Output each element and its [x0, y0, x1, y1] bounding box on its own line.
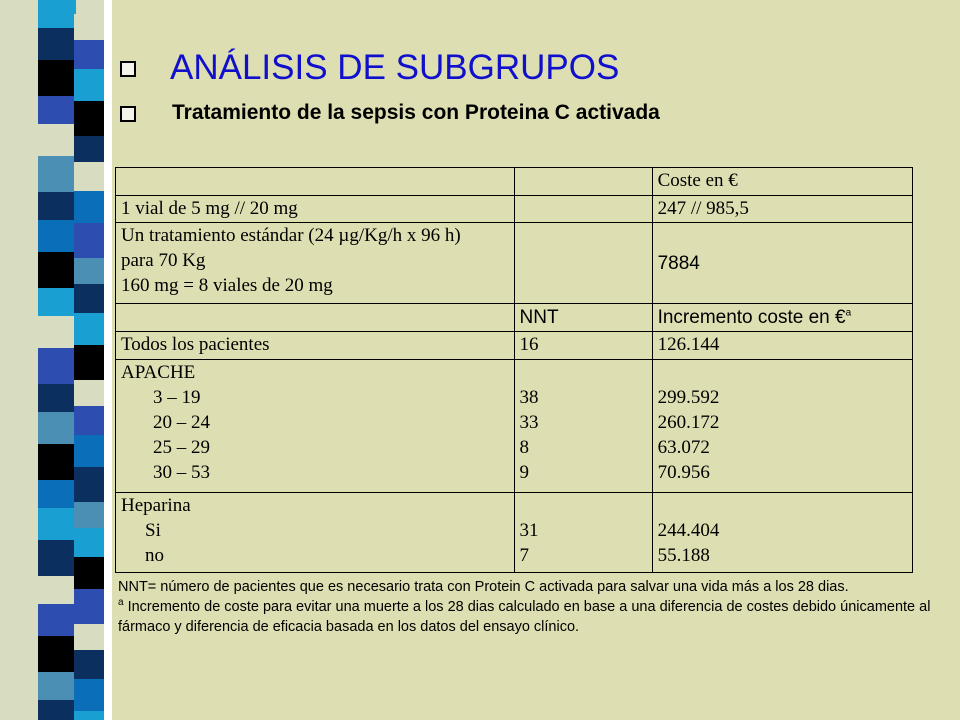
empty-cell [116, 304, 515, 332]
stripe-block [38, 700, 76, 720]
stripe-block [38, 540, 76, 576]
apache-nnt-cell [514, 360, 652, 493]
heparina-option: no [145, 545, 164, 566]
stripe-block [38, 444, 76, 480]
apache-range: 3 – 19 [153, 387, 201, 408]
apache-cost-cell [652, 360, 912, 493]
stripe-block [38, 288, 76, 316]
stripe-block [38, 252, 76, 288]
increment-header [652, 304, 912, 332]
stripe-block [38, 156, 76, 192]
table-subheader-row [116, 304, 913, 332]
heparina-cost-cell [652, 493, 912, 573]
footnote-a [118, 597, 960, 617]
slide-subheading: Tratamiento de la sepsis con Proteina C activada [172, 101, 660, 124]
all-label: Todos los pacientes [116, 332, 515, 360]
stripe-block [38, 124, 76, 156]
footnote-a-mark: a [118, 597, 124, 609]
stripe-block [38, 672, 76, 700]
heparina-nnt-cell [514, 493, 652, 573]
vial-cost: 247 // 985,5 [652, 196, 912, 223]
increment-header-sup: a [845, 307, 852, 319]
apache-cost: 299.592 [657, 387, 720, 408]
treatment-line: Un tratamiento estándar (24 µg/Kg/h x 96 h) [121, 225, 461, 246]
apache-nnt: 9 [519, 462, 529, 483]
footnotes [118, 577, 960, 637]
stripe-block [38, 28, 76, 60]
empty-cell [514, 223, 652, 304]
stripe-block [38, 192, 76, 220]
empty-cell [514, 196, 652, 223]
stripe-block [38, 480, 76, 508]
cost-table [115, 167, 913, 573]
footnote-nnt: NNT= número de pacientes que es necesario trata con Protein C activada para salvar una vida más a los 28 dias. [118, 579, 849, 595]
apache-nnt: 38 [519, 387, 539, 408]
increment-header-text: Incremento coste en € [657, 307, 846, 328]
apache-cost: 70.956 [657, 462, 710, 483]
apache-cell [116, 360, 515, 493]
slide-heading: ANÁLISIS DE SUBGRUPOS [170, 48, 620, 87]
apache-nnt: 33 [519, 412, 539, 433]
subheading-bullet-icon [120, 106, 136, 122]
heparina-option: Si [145, 520, 161, 541]
stripe-block [38, 576, 76, 604]
table-row-apache [116, 360, 913, 493]
table-row-vial [116, 196, 913, 223]
stripe-block [38, 348, 76, 384]
apache-range: 30 – 53 [153, 462, 210, 483]
apache-nnt: 8 [519, 437, 529, 458]
heparina-cost: 244.404 [657, 520, 720, 541]
apache-cost: 63.072 [657, 437, 710, 458]
stripe-block [38, 220, 76, 252]
footnote-a-continued: fármaco y diferencia de eficacia basada en los datos del ensayo clínico. [118, 619, 580, 635]
heparina-cost: 55.188 [657, 545, 710, 566]
vial-label: 1 vial de 5 mg // 20 mg [116, 196, 515, 223]
table-header-row [116, 168, 913, 196]
table-row-heparina [116, 493, 913, 573]
all-nnt: 16 [514, 332, 652, 360]
stripe-block [38, 316, 76, 348]
apache-cost: 260.172 [657, 412, 720, 433]
stripe-block [38, 636, 76, 672]
cost-header: Coste en € [652, 168, 912, 196]
apache-range: 20 – 24 [153, 412, 210, 433]
treatment-label [116, 223, 515, 304]
stripe-block [38, 384, 76, 412]
nnt-header: NNT [514, 304, 652, 332]
stripe-edge [104, 0, 112, 720]
footnote-a-text: Incremento de coste para evitar una muerte a los 28 dias calculado en base a una diferencia de costes debido únicamente al [123, 599, 931, 615]
empty-cell [116, 168, 515, 196]
treatment-line: 160 mg = 8 viales de 20 mg [121, 275, 333, 296]
treatment-line: para 70 Kg [121, 250, 206, 271]
all-cost: 126.144 [652, 332, 912, 360]
apache-range: 25 – 29 [153, 437, 210, 458]
decorative-stripe [0, 0, 112, 720]
stripe-block [38, 96, 76, 124]
stripe-block [38, 0, 76, 28]
heparina-cell [116, 493, 515, 573]
table-row-treatment [116, 223, 913, 304]
heading-bullet-icon [120, 61, 136, 77]
stripe-block [38, 508, 76, 540]
table-row-all [116, 332, 913, 360]
heparina-nnt: 7 [519, 545, 529, 566]
empty-cell [514, 168, 652, 196]
heparina-label: Heparina [121, 495, 191, 516]
heparina-nnt: 31 [519, 520, 539, 541]
stripe-block [38, 604, 76, 636]
treatment-cost: 7884 [652, 223, 912, 304]
apache-label: APACHE [121, 362, 196, 383]
stripe-block [38, 60, 76, 96]
stripe-block [38, 412, 76, 444]
